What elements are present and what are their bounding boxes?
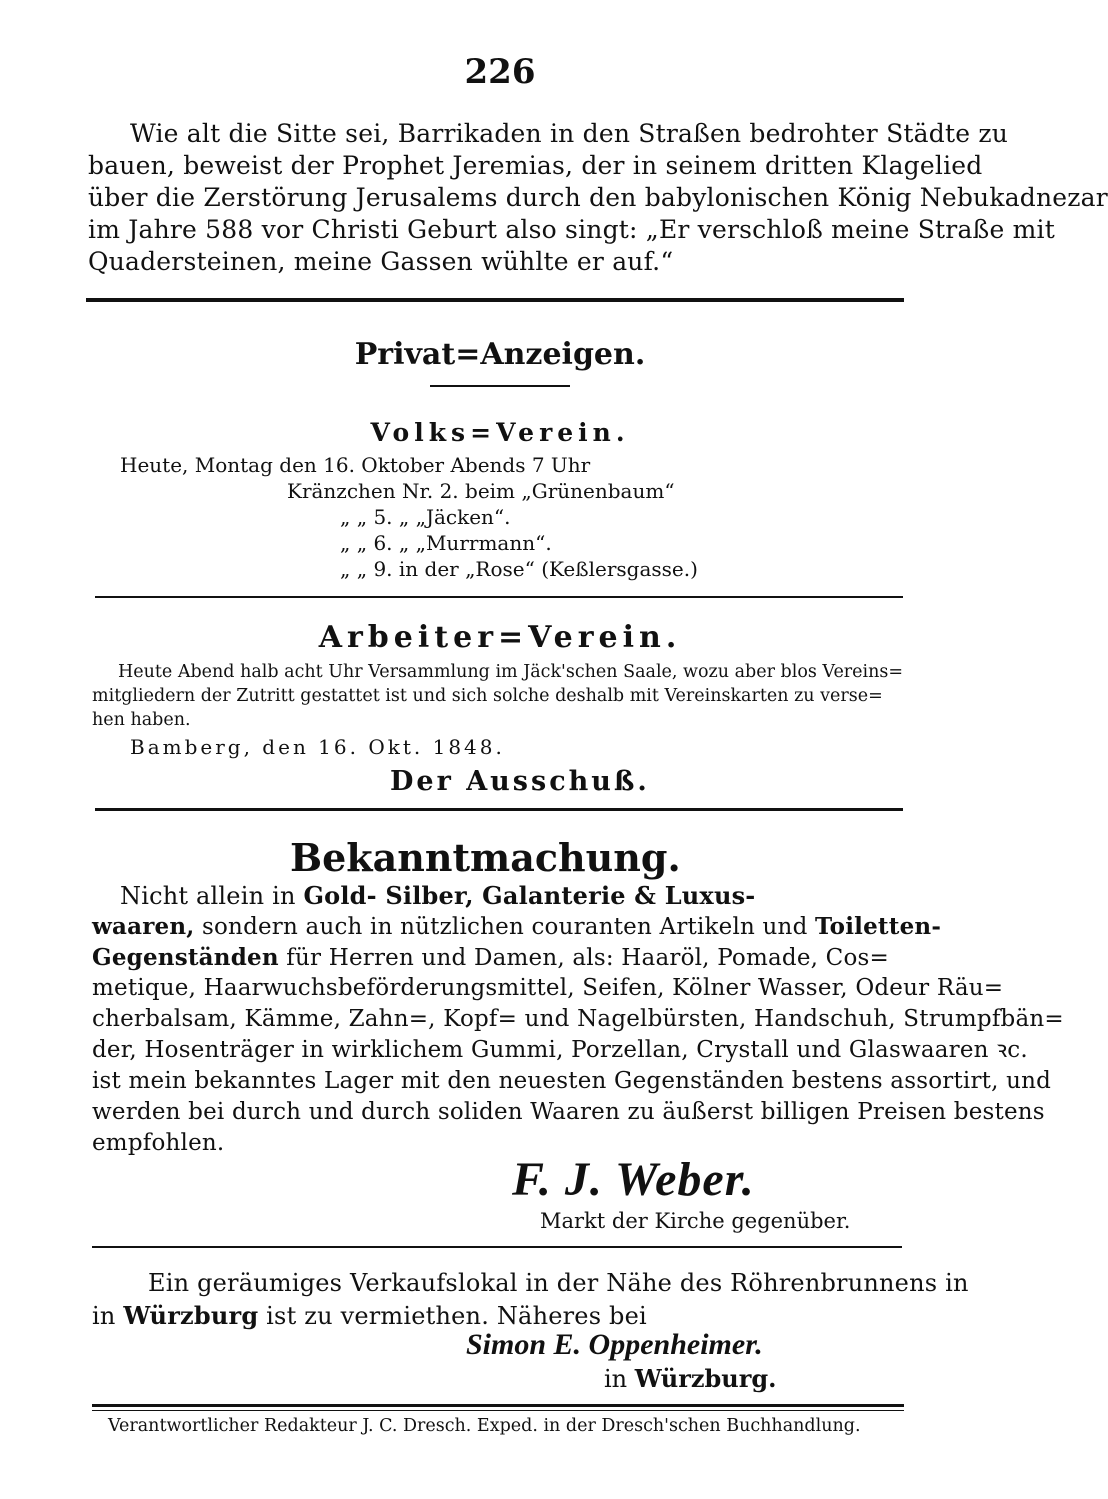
intro-line-3: über die Zerstörung Jerusalems durch den babylonischen König Nebukadnezar	[88, 183, 1108, 212]
short-divider	[430, 385, 570, 387]
weber-signature: F. J. Weber.	[512, 1153, 755, 1206]
bekannt-line-6: der, Hosenträger in wirklichem Gummi, Porzellan, Crystall und Glaswaaren ꝛc.	[92, 1037, 1028, 1063]
volks-line: Heute, Montag den 16. Oktober Abends 7 Uhr	[120, 453, 591, 477]
bekannt-line-2	[92, 911, 941, 943]
bekannt-line-8: werden bei durch und durch soliden Waaren zu äußerst billigen Preisen bestens	[92, 1099, 1045, 1125]
arbeiter-signature: Der Ausschuß.	[390, 766, 650, 797]
oppenheimer-place	[604, 1364, 776, 1393]
arbeiter-line-2: mitgliedern der Zutritt gestattet ist und sich solche deshalb mit Vereinskarten zu verse=	[92, 686, 883, 706]
page-number: 226	[464, 52, 536, 92]
weber-address: Markt der Kirche gegenüber.	[540, 1209, 851, 1233]
intro-line-1: Wie alt die Sitte sei, Barrikaden in den Straßen bedrohter Städte zu	[130, 119, 1009, 148]
intro-line-4: im Jahre 588 vor Christi Geburt also singt: „Er verschloß meine Straße mit	[88, 215, 1055, 244]
verkauf-line-2-a: in	[92, 1302, 124, 1330]
bekannt-line-2-text: sondern auch in nützlichen couranten Artikeln und	[194, 914, 815, 940]
footer-divider	[92, 1404, 904, 1407]
bekannt-line-5: cherbalsam, Kämme, Zahn=, Kopf= und Nagelbürsten, Handschuh, Strumpfbän=	[92, 1006, 1064, 1032]
verkauf-line-2-c: ist zu vermiethen. Näheres bei	[258, 1302, 647, 1330]
oppenheimer-place-a: in	[604, 1365, 635, 1393]
volks-verein-title: Volks=Verein.	[370, 418, 630, 447]
intro-line-2: bauen, beweist der Prophet Jeremias, der in seinem dritten Klagelied	[88, 151, 983, 180]
bekannt-line-2-bold-b: Toiletten-	[815, 913, 942, 940]
bekannt-line-1-text: Nicht allein in	[120, 882, 304, 910]
verkauf-line-2-city: Würzburg	[123, 1301, 259, 1330]
bekannt-line-3-bold: Gegenständen	[92, 944, 279, 971]
section-title: Privat=Anzeigen.	[354, 337, 646, 372]
bekannt-line-7: ist mein bekanntes Lager mit den neuesten Gegenständen bestens assortirt, und	[92, 1068, 1052, 1094]
arbeiter-verein-title: Arbeiter=Verein.	[318, 620, 682, 655]
divider	[95, 808, 903, 811]
bekanntmachung-title: Bekanntmachung.	[290, 835, 681, 880]
divider	[95, 596, 903, 598]
bekannt-line-1-bold: Gold- Silber, Galanterie & Luxus-	[303, 881, 756, 910]
bekannt-line-3-text: für Herren und Damen, als: Haaröl, Pomade, Cos=	[278, 945, 889, 971]
oppenheimer-signature: Simon E. Oppenheimer.	[466, 1328, 763, 1361]
footer-imprint: Verantwortlicher Redakteur J. C. Dresch. Exped. in der Dresch'schen Buchhandlung.	[108, 1416, 861, 1436]
footer-divider-thin	[92, 1410, 904, 1411]
arbeiter-line-3: hen haben.	[92, 710, 191, 730]
divider	[86, 298, 904, 302]
intro-line-5: Quadersteinen, meine Gassen wühlte er auf.“	[88, 247, 674, 276]
arbeiter-place-date: Bamberg, den 16. Okt. 1848.	[130, 735, 505, 759]
divider	[92, 1246, 902, 1248]
verkauf-line-1: Ein geräumiges Verkaufslokal in der Nähe des Röhrenbrunnens in	[148, 1269, 969, 1297]
bekannt-line-3	[92, 942, 889, 974]
bekannt-line-9: empfohlen.	[92, 1130, 225, 1156]
volks-row-1: Kränzchen Nr. 2. beim „Grünenbaum“	[287, 479, 675, 503]
volks-row-2: „ „ 5. „ „Jäcken“.	[340, 505, 511, 529]
volks-row-3: „ „ 6. „ „Murrmann“.	[340, 531, 552, 555]
arbeiter-line-1: Heute Abend halb acht Uhr Versammlung im Jäck'schen Saale, wozu aber blos Vereins=	[118, 662, 904, 682]
bekannt-line-1	[120, 880, 755, 912]
bekannt-line-4: metique, Haarwuchsbeförderungsmittel, Seifen, Kölner Wasser, Odeur Räu=	[92, 975, 1004, 1001]
bekannt-line-2-bold-a: waaren,	[92, 913, 195, 940]
volks-row-4: „ „ 9. in der „Rose“ (Keßlersgasse.)	[340, 557, 698, 581]
oppenheimer-place-city: Würzburg.	[634, 1364, 777, 1393]
